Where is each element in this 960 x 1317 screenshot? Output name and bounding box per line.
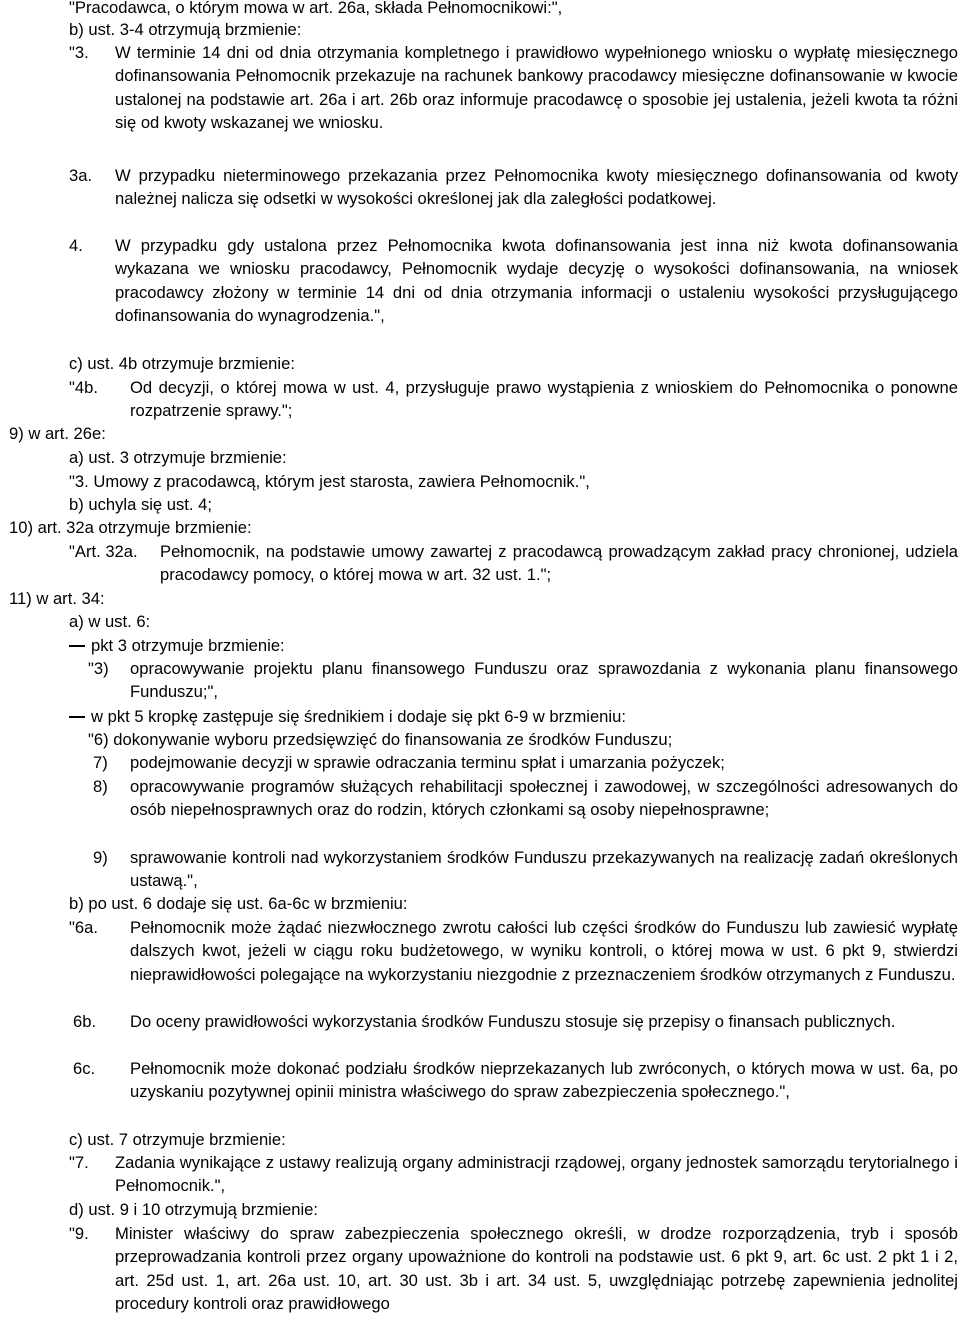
paragraph-pkt-9: sprawowanie kontroli nad wykorzystaniem środków Funduszu przekazywanych na realizację zadań określonych ustawą.", bbox=[130, 848, 958, 891]
paragraph-ust-6c: Pełnomocnik może dokonać podziału środków nieprzekazanych lub zwróconych, o których mowa w ust. 6a, po uzyskaniu pozytywnej opinii ministra właściwego do spraw zabezpieczenia społecznego.", bbox=[130, 1059, 958, 1102]
paragraph-ust-6b: Do oceny prawidłowości wykorzystania środków Funduszu stosuje się przepisy o finansach publicznych. bbox=[130, 1012, 896, 1031]
item-number: "3. bbox=[69, 43, 89, 62]
item-number: "Art. 32a. bbox=[69, 542, 138, 561]
paragraph-ust-4: W przypadku gdy ustalona przez Pełnomocnika kwota dofinansowania jest inna niż kwota dofinansowania wykazana we wniosku pracodawcy, Pełnomocnik wydaje decyzję o wysokości dofinansowania, na wniosek pracodawcy złożony w terminie 14 dni od dnia otrzymania informacji o ustaleniu wysokości przysługującego dofinansowania do wynagrodzenia.", bbox=[115, 236, 958, 325]
item-number: 3a. bbox=[69, 166, 93, 185]
paragraph-ust-3: W terminie 14 dni od dnia otrzymania kompletnego i prawidłowo wypełnionego wniosku o wypłatę miesięcznego dofinansowania Pełnomocnik przekazuje na rachunek bankowy pracodawcy miesięczne dofinansowanie w kwocie ustalonej na podstawie art. 26a i art. 26b oraz informuje pracodawcę o sposobie jej ustalenia, jeżeli kwota ta różni się od kwoty wskazanej we wniosku. bbox=[115, 43, 958, 132]
text-line: 11) w art. 34: bbox=[9, 589, 105, 608]
item-number: 9) bbox=[93, 848, 108, 867]
paragraph-ust-4b: Od decyzji, o której mowa w ust. 4, przysługuje prawo wystąpienia z wnioskiem do Pełnomocnika o ponowne rozpatrzenie sprawy."; bbox=[130, 378, 958, 421]
paragraph-art-32a: Pełnomocnik, na podstawie umowy zawartej z pracodawcą prowadzącym zakład pracy chronionej, udziela pracodawcy pomocy, o której mowa w art. 32 ust. 1."; bbox=[160, 542, 958, 585]
item-number: 8) bbox=[93, 777, 108, 796]
paragraph-ust-9: Minister właściwy do spraw zabezpieczenia społecznego określi, w drodze rozporządzenia, tryb i sposób przeprowadzania kontroli przez organy upoważnione do kontroli na podstawie ust. 6 pkt 9, art. 6c ust. 2 pkt 1 i 2, art. 25d ust. 1, art. 26a ust. 10, art. 30 ust. 3b i art. 34 ust. 5, uwzględniając potrzebę zapewnienia jednolitej procedury kontroli oraz prawidłowego bbox=[115, 1224, 958, 1313]
paragraph-pkt-8: opracowywanie programów służących rehabilitacji społecznej i zawodowej, w szczególności adresowanych do osób niepełnosprawnych oraz do rodzin, których członkami są osoby niepełnosprawne; bbox=[130, 777, 958, 820]
dash-bullet bbox=[69, 645, 85, 647]
dash-bullet bbox=[69, 716, 85, 718]
text-line: 10) art. 32a otrzymuje brzmienie: bbox=[9, 518, 252, 537]
text-line: w pkt 5 kropkę zastępuje się średnikiem i dodaje się pkt 6-9 w brzmieniu: bbox=[91, 707, 626, 726]
item-number: 4. bbox=[69, 236, 83, 255]
item-number: "3) bbox=[88, 659, 109, 678]
text-line: a) w ust. 6: bbox=[69, 612, 151, 631]
text-line: podejmowanie decyzji w sprawie odraczania terminu spłat i umarzania pożyczek; bbox=[130, 753, 725, 772]
text-line: "6) dokonywanie wyboru przedsięwzięć do finansowania ze środków Funduszu; bbox=[88, 730, 673, 749]
text-line: a) ust. 3 otrzymuje brzmienie: bbox=[69, 448, 287, 467]
item-number: "6a. bbox=[69, 918, 98, 937]
text-line: "Pracodawca, o którym mowa w art. 26a, składa Pełnomocnikowi:", bbox=[69, 0, 563, 17]
item-number: "9. bbox=[69, 1224, 89, 1243]
text-line: b) po ust. 6 dodaje się ust. 6a-6c w brzmieniu: bbox=[69, 894, 408, 913]
item-number: 7) bbox=[93, 753, 108, 772]
text-line: c) ust. 7 otrzymuje brzmienie: bbox=[69, 1130, 286, 1149]
text-line: c) ust. 4b otrzymuje brzmienie: bbox=[69, 354, 295, 373]
paragraph-ust-7: Zadania wynikające z ustawy realizują organy administracji rządowej, organy jednostek samorządu terytorialnego i Pełnomocnik.", bbox=[115, 1153, 958, 1196]
text-line: 9) w art. 26e: bbox=[9, 424, 106, 443]
text-line: b) ust. 3-4 otrzymują brzmienie: bbox=[69, 20, 302, 39]
item-number: "4b. bbox=[69, 378, 98, 397]
text-line: pkt 3 otrzymuje brzmienie: bbox=[91, 636, 285, 655]
paragraph-pkt-3: opracowywanie projektu planu finansowego Funduszu oraz sprawozdania z wykonania planu finansowego Funduszu;", bbox=[130, 659, 958, 702]
item-number: "7. bbox=[69, 1153, 89, 1172]
item-number: 6b. bbox=[73, 1012, 97, 1031]
paragraph-ust-3a: W przypadku nieterminowego przekazania przez Pełnomocnika kwoty miesięcznego dofinansowania od kwoty należnej nalicza się odsetki w wysokości określonej jak dla zaległości podatkowej. bbox=[115, 166, 958, 209]
text-line: "3. Umowy z pracodawcą, którym jest starosta, zawiera Pełnomocnik.", bbox=[69, 472, 590, 491]
text-line: d) ust. 9 i 10 otrzymują brzmienie: bbox=[69, 1200, 319, 1219]
item-number: 6c. bbox=[73, 1059, 96, 1078]
text-line: b) uchyla się ust. 4; bbox=[69, 495, 212, 514]
paragraph-ust-6a: Pełnomocnik może żądać niezwłocznego zwrotu całości lub części środków do Funduszu lub zawiesić wypłatę dalszych kwot, jeżeli w ciągu roku budżetowego, w wyniku kontroli, o której mowa w ust. 6 pkt 9, stwierdzi nieprawidłowości polegające na wykorzystaniu niezgodnie z przeznaczeniem środków otrzymanych z Funduszu. bbox=[130, 918, 958, 984]
